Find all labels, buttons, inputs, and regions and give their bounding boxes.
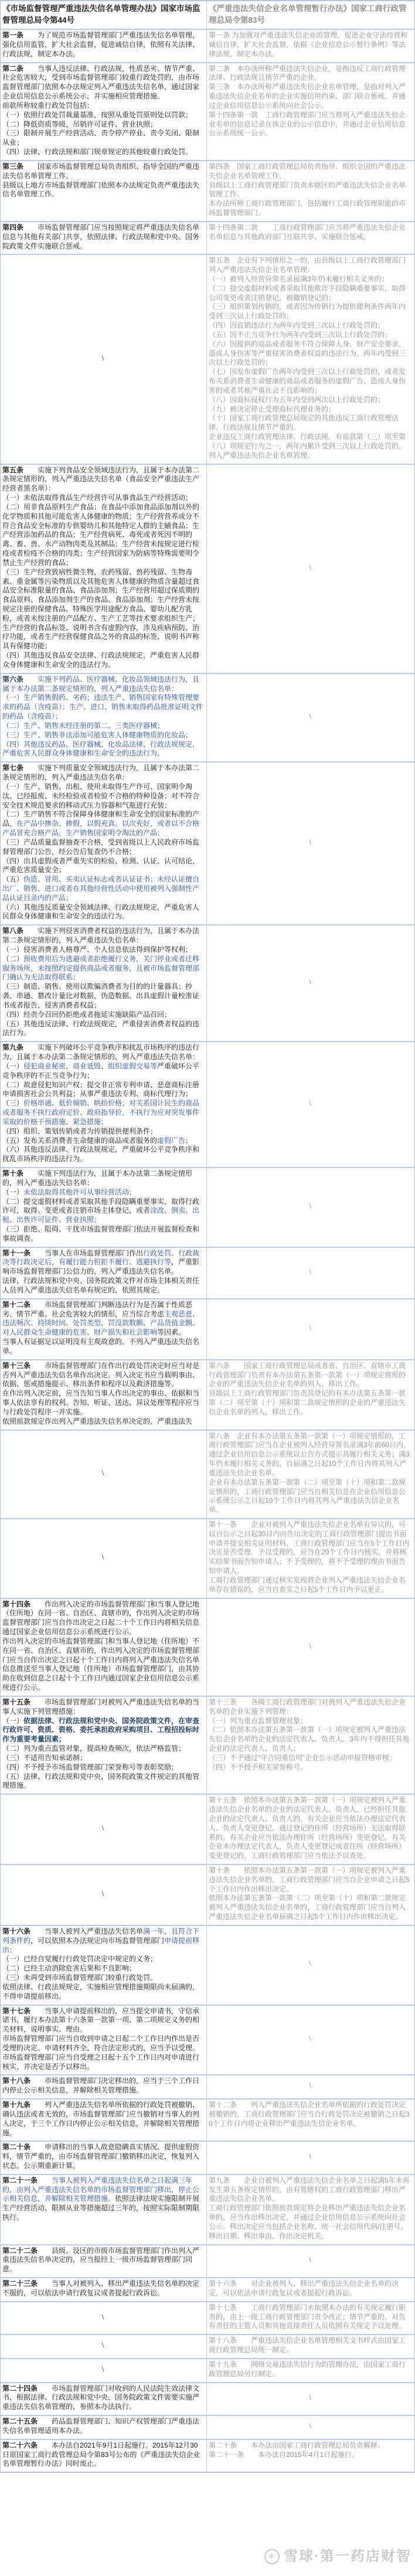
right-cell [207,1248,414,1298]
table-row [1,1299,414,1360]
paragraph: 第八条 实施下列侵害消费者权益的违法行为，且属于本办法第二条规定情形的，列入严重违法失信名单： [2,927,200,945]
table-row [1,1360,414,1431]
right-cell [207,63,414,160]
left-cell [1,1042,207,1167]
empty-cell-mark: \ [101,1468,104,1477]
table-row [1,1519,414,1599]
table-row [1,1042,414,1168]
paragraph: （二）预收费用后为逃避或者拒绝履行义务，关门停业或者迁移服务场所，未按照约定提供商品或者服务，且被市场监督管理部门确认为无法取得联系； [2,954,200,982]
empty-cell-mark: \ [309,563,311,571]
paragraph: （二）提交虚假材料或者采取其他手段隐瞒重要事实，取得行政许可，取得、变更或者注销市场主体登记，或者涂改、倒卖、出租、出售许可证件、营业执照； [2,1197,200,1224]
left-cell [1,2359,207,2382]
paragraph: 第一条 为加强对严重违法失信企业的管理，促进企业守法经营和诚信自律，扩大社会监督，依据《企业信息公示暂行条例》等法律法规，制定本办法。 [209,31,408,58]
left-cell [1,2440,207,2472]
right-cell [207,763,414,924]
paragraph: （五）发布关系消费者生命健康的商品或者服务的虚假广告； [2,1136,193,1145]
table-row [1,1599,414,1697]
paragraph: 法律、行政法规和党中央、国务院政策文件对市场主体相关责任人员列入严重违法失信名单有规定的，依照其规定。 [2,1277,200,1294]
paragraph: 工商行政管理部门依照前款规定将企业移出严重违法失信企业名单的，应当作出移出决定，并通过企业信用信息公示系统向社会公示。移出决定应当包括企业名称、统一社会信用代码/注册号、移出日期、移出事由、作出决定机关。 [209,2204,408,2240]
paragraph: （五）因不正当竞争行为两年内受到三次以上行政处罚的； [209,330,392,339]
right-cell [207,1360,414,1430]
empty-cell-mark: \ [101,2341,104,2350]
table-row [1,674,414,763]
paragraph: （四）不予授予市场监督管理部门荣誉称号等表彰奖励； [2,1762,179,1771]
paragraph: 第十五条 依照本办法第五条第一款第（一）项规定被列入严重违法失信企业名单的企业的法定代表人、负责人，已经担任其他企业的法定代表人、负责人的，有关企业应当依法办理法定代表人、负责人变更登记。通过登记的住所（经营场所）无法取得联系的，有关企业应当依法办理住所（经营场所）变更登记。有关企业未办理法定代表人、负责人变更登记或者住所（经营场所）变更登记的，工商行政管理部门应当依法予以查处。 [209,1796,406,1860]
empty-cell-mark: \ [309,712,311,721]
left-cell [1,2006,207,2075]
empty-cell-mark: \ [309,1099,311,1108]
table-row [1,2335,414,2359]
paragraph: （一）被列入经营异常名录届满3年仍未履行相关义务的； [209,275,389,283]
table-row [1,2383,414,2416]
right-cell [207,2075,414,2098]
paragraph: （五）其他违反法律、行政法规规定，严重侵害消费者权益的违法行为。 [2,1019,200,1037]
paragraph: （六）其他违反法律、行政法规规定，严重破坏公平竞争秩序和扰乱市场秩序的违法行为。 [2,1145,200,1163]
right-cell [207,30,414,62]
paragraph: 第二十五条 药品监督管理部门、知识产权管理部门严重违法失信名单管理适用本办法。 [2,2417,200,2435]
paragraph: 第三条 国家市场监督管理总局负责组织、指导全国的严重违法失信名单管理工作。 [2,162,200,180]
paragraph: （四）其他违反药品、医疗器械、化妆品法律、行政法规规定，严重危害人民群众身体健康和生命安全的违法行为。 [2,740,200,758]
paragraph: 第二十一条 本办法自2015年4月1日起施行。 [209,2450,359,2459]
right-cell [207,2142,414,2173]
table-row [1,2359,414,2383]
empty-cell-mark: \ [309,1959,311,1968]
empty-cell-mark: \ [101,1823,104,1832]
empty-cell-mark: \ [309,2255,311,2264]
paragraph: 第十条 依照本办法第五条第一款第（一）项规定被列入严重违法失信企业名单的，工商行政管理部门应当自企业申请之日起5个工作日内作出移出决定。 [209,1866,410,1893]
right-cell [207,161,414,221]
right-cell [207,2099,414,2141]
paragraph: （四）法律、行政法规和部门规章规定的其他较重行政处罚。 [2,148,193,156]
left-cell [1,2383,207,2415]
table-row [1,2440,414,2472]
paragraph: 第一条 为了规范市场监督管理部门严重违法失信名单管理，强化信用监管，扩大社会监督，促进诚信自律，依照有关法律、行政法规，制定本办法。 [2,31,200,58]
paragraph: （三）生产经营致病性微生物，农药残留、兽药残留、生物毒素、重金属等污染物质以及其他危害人体健康的物质含量超过食品安全标准限量的食品、食品添加剂；生产经营用超过保质期的食品原料、食品添加剂生产的食品、食品添加剂；生产经营未按规定注册的保健食品、特殊医学用途配方食品、婴幼儿配方乳粉，或者未按注册的产品配方、生产工艺等技术要求组织生产；生产经营的食品标签、说明书含有虚假内容，涉及疾病预防、治疗功能，或者生产经营保健食品之外的食品的标签、说明书声称具有保健功能； [2,567,200,651]
empty-cell-mark: \ [309,2393,311,2402]
paragraph: 第二十二条 县级、设区的市级市场监督管理部门作出列入严重违法失信名单决定的，应当报经上一级市场监督管理部门同意。 [2,2246,200,2274]
paragraph: 第八条 企业有本办法第五条第一款第（一）项规定情形的，工商行政管理部门应当在企业被列入经营异常名录满3年前60日内，通过企业信用信息公示系统以公告方式提示其履行相关义务；满3年仍未履行相关义务的，自届满之日起10个工作日内将其列入严重违法失信企业名单。 [209,1431,411,1477]
left-cell [1,161,207,221]
paragraph: 第十九条 网络交易违法失信行为的管理办法，由国家工商行政管理总局另行制定。 [209,2360,406,2378]
table-row [1,2416,414,2440]
paragraph: （二）列为重点监管对象，提高检查频次，依法严格监管； [2,1744,186,1753]
table-row [1,925,414,1042]
paragraph: 县级以上工商行政管理部门负责本辖区的严重违法失信企业名单管理工作。 [209,181,406,199]
right-cell [207,1795,414,1864]
paragraph: 第六条 实施下列药品、医疗器械、化妆品领域违法行为，且属于本办法第二条规定情形的，列入严重违法失信名单： [2,675,200,693]
table-row [1,2302,414,2335]
paragraph: 第十五条 市场监督管理部门对被列入严重违法失信名单的当事人实施下列管理措施： [2,1697,200,1716]
table-row [1,1795,414,1865]
empty-cell-mark: \ [309,1267,311,1276]
paragraph: 第十二条 市场监督管理部门判断违法行为是否属于性质恶劣、情节严重、社会危害较大的情形，应当综合考虑主观恶意、违法频次、持续时间、处罚类型、罚没款数额、产品货值金额、对人民群众生命健康的危害、财产损失和社会影响等因素。 [2,1300,200,1337]
right-cell [207,255,414,463]
paragraph: 第五条 实施下列食品安全领域违法行为，且属于本办法第二条规定情形的，列入严重违法失信名单（食品安全严重违法生产经营者黑名单）： [2,465,200,493]
left-cell [1,30,207,62]
paragraph: 市场监督管理部门应当自收到申请之日起二个工作日内作出是否受理的决定。申请材料齐全、符合法定形式的，应当予以受理。 [2,2034,200,2052]
table-row [1,1865,414,1926]
paragraph: 本办法所称工商行政管理部门，包括履行工商行政管理职能的市场监督管理部门。 [209,199,406,217]
paragraph: （二）已经主动消除危害后果和不良影响； [2,1964,137,1973]
paragraph: 第四条 市场监督管理部门应当按照规定将严重违法失信名单信息与其他有关部门共享，依照法律、行政法规和党中央、国务院政策文件实施联合惩戒。 [2,223,200,250]
right-cell [207,2383,414,2415]
table-row [1,30,414,63]
paragraph: 第二十条 申请移出的当事人故意隐瞒真实情况、提供虚假资料，情节严重的，由市场监督管理部门撤销移出决定，恢复列入状态。公示期重新计算。 [2,2143,200,2170]
right-cell [207,1697,414,1794]
right-cell [207,2440,414,2472]
right-cell [207,925,414,1041]
left-cell [1,2245,207,2277]
left-cell [1,255,207,463]
paragraph: 第十六条 对企业被列入、移出严重违法失信企业名单的决定，可以依法申请行政复议或者提起行政诉讼。 [209,2279,399,2297]
paragraph: 第十八条 严重违法失信企业名单管理相关文书样式由国家工商行政管理总局统一制定。 [209,2336,406,2354]
empty-cell-mark: \ [309,978,311,986]
empty-cell-mark: \ [309,1641,311,1650]
paragraph: 第七条 实施下列质量安全领域违法行为，且属于本办法第二条规定情形的，列入严重违法失信名单： [2,764,200,782]
right-cell [207,1926,414,2005]
left-cell [1,1599,207,1696]
right-cell [207,1,414,29]
paragraph: 依照本办法第五条第一款第（二）项至第（十）项和第二款规定被列入严重违法失信企业名单的，工商行政管理部门应当自列入严重违法失信企业名单届满之日起5个工作日内作出移出决定。 [209,1894,406,1921]
table-row [1,1431,414,1519]
paragraph: （三）限制开展生产经营活动、责令停产停业、责令关闭、限制从业； [2,129,200,147]
right-cell [207,2278,414,2301]
paragraph: （六）其他违反质量安全领域法律、行政法规规定，严重危害人民群众身体健康和生命安全的违法行为。 [2,903,200,921]
paragraph: 第四条 国家工商行政管理总局负责指导、组织全国的严重违法失信企业名单管理工作。 [209,162,406,180]
table-row [1,1926,414,2006]
paragraph: 第二十四条 市场监督管理部门对收到的人民法院生效法律文书，根据法律、行政法规和党中央、国务院政策文件需要实施严重违法失信名单管理的，参照本办法执行。 [2,2384,200,2411]
paragraph: （二）生产、销售未经注册的第二、三类医疗器械； [2,721,165,730]
paragraph: 第十四条 作出列入决定的市场监督管理部门和当事人登记地（住所地）在同一省、自治区、直辖市的，作出列入决定的市场监督管理部门应当自作出决定之日起二十个工作日内将相关信息通过国家企业信用信息公示系统进行公示。 [2,1600,200,1636]
right-cell [207,2359,414,2382]
paragraph: 第六条 国家工商行政管理总局或者省、自治区、直辖市工商行政管理部门负责有本办法第五条第一款第（一）项规定情形的企业的严重违法失信企业名单的列入、移出工作。 [209,1361,406,1389]
left-cell [1,2175,207,2244]
left-cell [1,2099,207,2141]
left-cell [1,1926,207,2005]
paragraph: 依照前款规定作出列入严重违法失信名单决定的，严重违法失 [2,1417,193,1425]
paragraph: 第五条 企业有下列情形之一的，由县级以上工商行政管理部门列入严重违法失信企业名单管理： [209,256,406,274]
left-cell [1,2278,207,2301]
paragraph: （一）未依法取得其他许可从事经营活动； [2,1187,137,1196]
paragraph: （二）降低资质等级，吊销许可证件、营业执照； [2,120,158,128]
paragraph: （三）生产、销售非法添加可能危害人体健康物质的化妆品； [2,730,193,739]
paragraph: （八）因商标侵权行为五年内受到两次以上行政处罚的； [209,395,385,404]
paragraph: （二）用非食品原料生产食品；在食品中添加食品添加剂以外的化学物质和其他可能危害人体健康的物质；生产经营营养成分不符合食品安全标准的专供婴幼儿和其他特定人群的主辅食品；生产经营添加药品的食品；生产经营病死、毒死或者死因不明的禽、畜、兽、水产动物肉类及其制品；生产经营未按规定进行检疫或者检疫不合格的肉类；生产经营国家为防病等特殊需要明令禁止生产经营的食品； [2,502,200,567]
table-row [1,222,414,255]
empty-cell-mark: \ [309,2421,311,2430]
paragraph: 第二条 本办法所称严重违法失信企业，是指违反工商行政管理法律、行政法规且情节严重的企业。 [209,64,406,82]
table-row [1,465,414,674]
left-cell [1,222,207,254]
paragraph: （三）不予通过“守合同重信用”企业公示活动申报资格审核； [209,1753,396,1762]
right-cell [207,1299,414,1359]
paragraph: （二）提交虚假材料或者采取其他欺诈手段隐瞒重要事实，取得公司变更或者注销登记，被撤销登记的； [209,284,406,302]
paragraph: 第二十六条 本办法自2021年9月1日起施行。2015年12月30日原国家工商行政管理总局令第83号公布的《严重违法失信企业名单管理暂行办法》同时废止。 [2,2441,200,2468]
paragraph: （四）不予授予相关荣誉称号。 [209,1762,308,1771]
left-cell [1,2075,207,2098]
empty-cell-mark: \ [101,353,104,362]
table-row [1,2245,414,2278]
paragraph: （一）生产销售假药、劣药；违法生产、销售国家有特殊管理要求的药品（含疫苗）；生产、进口、销售未取得药品批准证明文件的药品（含疫苗）； [2,693,203,721]
table-row [1,2175,414,2245]
paragraph: 第十四条第一款 工商行政管理部门应当将列入严重违法失信企业名单的信息记录在该企业的公示信息中，并通过企业信用信息公示系统统一公示。 [209,110,406,138]
paragraph: 第十二条 列入严重违法失信企业名单所依据的行政处罚决定被撤销的，工商行政管理部门应当自行政处罚决定被撤销之日起30个工作日内将企业移出严重违法失信企业名单。 [209,2101,410,2128]
left-cell [1,1,207,29]
paragraph: 第二十条 本办法由国家工商行政管理总局负责解释。 [209,2441,385,2449]
paragraph: 第二条 当事人违反法律、行政法规，性质恶劣、情节严重、社会危害较大，受到市场监督管理部门较重行政处罚的，由市场监督管理部门依照本办法规定列入严重违法失信名单，通过国家企业信用信息公示系统公示，并实施相应管理措施。 [2,64,200,101]
paragraph: （五）伪造、冒用、买卖认证标志或者认证证书；未经认证擅自出厂、销售、进口或者在其他经营性活动中使用被列入强制性产品认证目录内的产品； [2,875,200,902]
paragraph: 第十六条 当事人被列入严重违法失信名单满一年，且符合下列条件的，可以依照本办法规定向市场监督管理部门申请提前移出： [2,1927,200,1954]
left-cell [1,1168,207,1247]
paragraph: （三）组织策划传销的，或者因为传销行为提供便利条件两年内受到三次以上行政处罚的； [209,302,406,321]
table-row [1,255,414,464]
empty-cell-mark: \ [101,2364,104,2373]
empty-cell-mark: \ [101,1553,104,1561]
empty-cell-mark: \ [101,1889,104,1898]
paragraph: （一）列为重点监督管理对象； [209,1716,308,1725]
watermark [264,2547,411,2566]
paragraph: （四）其他违反食品安全法律、行政法规规定，严重危害人民群众身体健康和生命安全的违法行为。 [2,651,200,669]
watermark-text: 雪球·第一药店财智 [284,2548,411,2564]
paragraph: （一）生产、销售、出租、使用未取得生产许可、国家明令淘汰、已经报废、未经检验或者检验不合格的特种设备；对不符合安全技术规范要求的移动式压力容器和气瓶进行充装； [2,782,200,809]
table-header-row [1,1,414,30]
right-cell [207,2175,414,2244]
left-cell [1,2142,207,2173]
paragraph: （四）因直销违法行为两年内受到三次以上行政处罚的； [209,321,385,330]
snowball-logo-icon: ❄ [264,2549,280,2564]
paragraph: 第十九条 列入严重违法失信名单所依据的行政处罚被撤销、确认违法或者无效的，市场监督管理部门应当撤销对当事人的列入决定，于三个工作日内停止公示相关信息，并解除相关管理措施。 [2,2101,200,2137]
left-cell [1,1299,207,1359]
table-row [1,2075,414,2099]
left-cell [1,63,207,160]
paragraph: 第二十一条 当事人被列入严重违法失信名单之日起满三年的，由列入严重违法失信名单的市场监督管理部门移出，停止公示相关信息，并解除相关管理措施。依照法律法规实施限制开展生产经营活动、限制从业等措施超过三年的，按照实际限制期限执行。 [2,2176,200,2222]
empty-cell-mark: \ [309,2034,311,2043]
paragraph: （六）因提供的商品或者服务不符合保障人身、财产安全要求，造成人身伤害等严重侵害消费者权益的违法行为，两年内受到三次以上行政处罚的； [209,339,406,367]
right-cell [207,1599,414,1696]
right-cell [207,2335,414,2358]
paragraph: 第十一条 企业对被列入严重违法失信企业名单有异议的，可以自公示之日起30日内向作出决定的工商行政管理部门提出书面申请并提交相关证明材料，工商行政管理部门应当在5个工作日内决定是否受理。予以受理的，应当在20个工作日内核实，并将核实结果书面告知申请人；不予受理的，将不予受理的理由书面告知申请人。 [209,1520,410,1575]
left-cell [1,1519,207,1598]
paragraph: （二）故意侵犯知识产权；提交非正常专利申请、恶意商标注册申请损害社会公共利益；从事严重违法专利、商标代理行为； [2,1080,200,1098]
right-cell [207,1431,414,1518]
paragraph: 第十一条 当事人在市场监督管理部门作出行政处罚、行政裁决等行政决定后，有履行能力但拒不履行、逃避执行等，严重影响市场监督管理部门公信力的，列入严重违法失信名单。 [2,1248,200,1276]
paragraph: 《市场监督管理严重违法失信名单管理办法》国家市场监督管理总局令第44号 [2,4,200,25]
paragraph: （一）未依法取得食品生产经营许可从事食品生产经营活动； [2,494,193,502]
left-cell [1,674,207,761]
left-cell [1,2335,207,2358]
right-cell [207,2416,414,2439]
paragraph: （二）生产销售不符合保障身体健康和生命安全的国家标准的产品，在产品中掺杂、掺假，以假充真、以次充好，或者以不合格产品冒充合格产品，生产销售国家明令淘汰的产品； [2,810,200,838]
paragraph: 作出列入决定的市场监督管理部门和当事人登记地（住所地）不在同一省、自治区、直辖市的，作出列入决定的市场监督管理部门应当自作出决定之日起十个工作日内将列入严重违法失信名单信息推送至当事人登记地（住所地）市场监督管理部门，由其协助在收到信息之日起十个工作日内通过国家企业信用信息公示系统进行公示。 [2,1636,200,1692]
table-row [1,2099,414,2142]
right-cell [207,1042,414,1167]
paragraph: 企业违反工商行政管理法律、行政法规，有前款第（三）项至第（八）项规定行为之一，两年内累计受到三次以上行政处罚的，列入严重违法失信企业名单管理。 [209,433,406,460]
left-cell [1,1248,207,1298]
left-cell [1,2302,207,2334]
left-cell [1,1697,207,1794]
left-cell [1,1865,207,1925]
paragraph: 第九条 实施下列破坏公平竞争秩序和扰乱市场秩序的违法行为，且属于本办法第二条规定情形的，列入严重违法失信名单： [2,1043,200,1061]
right-cell [207,674,414,761]
left-cell [1,925,207,1041]
paragraph: 市场监督管理部门应当自受理之日起十五个工作日内对申请进行核实，并决定是否予以移出。 [2,2053,200,2071]
right-cell [207,2006,414,2075]
table-row [1,1248,414,1299]
table-row [1,2278,414,2302]
paragraph: （一）依照行政处罚裁量基准，按照从重处罚原则处以罚款； [2,110,193,119]
paragraph: （三）未再受到市场监督管理部门较重行政处罚。 [2,1973,158,1982]
paragraph: 第三条 本办法所称严重违法失信企业名单管理，是指对列入严重违法失信企业名单的企业实施信用约束、部门联合惩戒，并通过企业信用信息公示系统向社会公示。 [209,83,406,110]
paragraph: （一）已经自觉履行行政处罚决定中规定的义务； [2,1955,158,1964]
paragraph: 县级以上地方市场监督管理部门依照本办法规定负责严重违法失信名单管理工作。 [2,181,200,199]
left-cell [1,763,207,924]
empty-cell-mark: \ [309,2081,311,2090]
right-cell [207,465,414,673]
paragraph: 第十四条第二款 工商行政管理部门应当将严重违法失信企业名单信息与其他政府部门互联共享，实施联合惩戒。 [209,223,406,241]
table-row [1,161,414,222]
paragraph: （一）依据法律、行政法规和党中央、国务院政策文件，在审查行政许可、资质、资格、委托承担政府采购项目、工程招投标时作为重要考量因素； [2,1716,200,1744]
paragraph: 工商行政管理部门通过核实发现将企业列入严重违法失信企业名单存在错误的，应当自查实之日起5个工作日内予以更正。 [209,1575,406,1594]
table-row [1,63,414,161]
paragraph: 第十条 实施下列违法行为，且属于本办法第二条规定情形的，列入严重违法失信名单： [2,1169,193,1187]
paragraph: （三）制造、销售、使用以欺骗消费者为目的的计量器具；抄袭、串通、篡改计量比对数据，伪造数据、出具虚假计量校准证书或者报告，侵害消费者权益； [2,982,200,1009]
paragraph: （三）产品质量监督抽查不合格，受到省级以上人民政府市场监督管理部门公告，经公告后复查仍不合格； [2,838,200,856]
table-row [1,763,414,925]
paragraph: （四）组织、策划传销或者为传销提供便利条件； [2,1127,158,1135]
table-row [1,1697,414,1795]
paragraph: 企业有本办法第五条第一款第（二）项至第（十）项和第二款规定情形的，工商行政管理部门应当自相关信息在企业信用信息公示系统公示之日起10个工作日内将其列入严重违法失信企业名单。 [209,1478,406,1515]
paragraph: 县级以上工商行政管理部门负责其登记的有本办法第五条第一款第（二）项至第（十）项和第二款规定情形的企业的严重违法失信企业名单的列入、移出工作。 [209,1389,406,1416]
table-row [1,2006,414,2076]
right-cell [207,1519,414,1598]
left-cell [1,1795,207,1864]
paragraph: （四）出具虚假或者严重失实的检验、检测、认证、认可结论，严重危害质量安全； [2,856,200,874]
right-cell [207,1865,414,1925]
paragraph: （五）法律、行政法规和党中央、国务院政策文件规定的其他管理措施。 [2,1772,200,1790]
paragraph: 第十三条 各级工商行政管理部门对被列入严重违法失信企业名单的企业实施下列管理： [209,1697,406,1716]
table-row [1,2142,414,2175]
paragraph: 当事人有证据足以证明没有主观故意的，不列入严重违法失信名单。 [2,1338,200,1355]
paragraph: 前款所称较重行政处罚包括： [2,101,94,110]
paragraph: 第十三条 市场监督管理部门在作出行政处罚决定时应当对是否列入严重违法失信名单作出决定。列入决定书应当载明事由、依据、惩戒措施提示、移出条件和程序以及救济措施等。 [2,1361,200,1389]
paragraph: 依照法律、行政法规规定，实施相应管理措施期限尚未届满的，不得申请提前移出。 [2,1982,200,2000]
paragraph: （四）经责令召回仍拒绝或者拖延实施缺陷产品召回； [2,1010,172,1019]
right-cell [207,2302,414,2334]
empty-cell-mark: \ [309,1202,311,1210]
left-cell [1,1360,207,1430]
left-cell [1,465,207,673]
paragraph: （三）拒绝、阻碍、干扰市场监督管理部门依法开展监督检查和事故调查。 [2,1224,200,1243]
paragraph: 在作出列入决定前，应当告知当事人作出决定的事由、依据和当事人依法享有的权利。告知、听证、送达、异议处理等程序应当与行政处罚程序一并实施。 [2,1389,200,1416]
empty-cell-mark: \ [309,838,311,846]
left-cell [1,2416,207,2439]
paragraph: （三）价格串通、低价倾销、哄抬价格；对关系国计民生的商品或者服务不执行政府定价、政府指导价，不执行为应对突发事件采取的价格干预措施、紧急措施； [2,1099,200,1126]
table-row [1,1168,414,1248]
paragraph: 《严重违法失信企业名单管理暂行办法》国家工商行政管理总局令第83号 [209,4,407,25]
empty-cell-mark: \ [309,2152,311,2161]
paragraph: （二）依照本办法第五条第一款第（一）项规定被列入严重违法失信企业名单的企业的法定代表人、负责人，3年内不得担任其他企业的法定代表人、负责人； [209,1726,410,1753]
paragraph: （十）国家工商行政管理总局规定的其他违反工商行政管理法律、行政法规且情节严重的。 [209,414,399,432]
paragraph: （三）不适用告知承诺制； [2,1753,87,1762]
paragraph: 第九条 企业自被列入严重违法失信企业名单之日起满5年未再发生第五条规定情形的，由有管辖权的工商行政管理部门移出严重违法失信企业名单。 [209,2176,410,2203]
paragraph: （九）被决定停止受理商标代理业务的； [209,404,336,413]
empty-cell-mark: \ [101,2312,104,2321]
paragraph: （七）因发布虚假广告两年内受到三次以上行政处罚的，或者发布关系消费者生命健康的商品或者服务的虚假广告，造成人身伤害的或者其他严重社会不良影响的； [209,367,406,394]
paragraph: （一）侵害消费者人格尊严、个人信息依法得到保护等权利； [2,945,193,954]
paragraph: 第十七条 当事人申请提前移出的，应当提交申请书，守信承诺书，履行本办法第十六条第一款第一项、第二项规定义务的相关材料，说明事实、理由。 [2,2006,200,2034]
empty-cell-mark: \ [309,1323,311,1332]
paragraph: 第十八条 市场监督管理部门决定移出的，应当于三个工作日内停止公示相关信息，并解除相关管理措施。 [2,2077,200,2095]
paragraph: 第二十三条 当事人对被列入、移出严重违法失信名单的决定不服的，可以依法申请行政复议或者提起行政诉讼。 [2,2279,200,2297]
paragraph: 第十七条 工商行政管理部门未依照本办法的有关规定履行职责的，由上一级工商行政管理部门责令改正；情节严重的，对负有责任的主管人员和其他直接责任人员依照有关规定予以处理。 [209,2303,406,2330]
paragraph: （一）侵犯商业秘密、商业诋毁、组织虚假交易等严重破坏公平竞争秩序的不正当竞争行为； [2,1061,200,1080]
left-cell [1,1431,207,1518]
right-cell [207,222,414,254]
right-cell [207,1168,414,1247]
right-cell [207,2245,414,2277]
